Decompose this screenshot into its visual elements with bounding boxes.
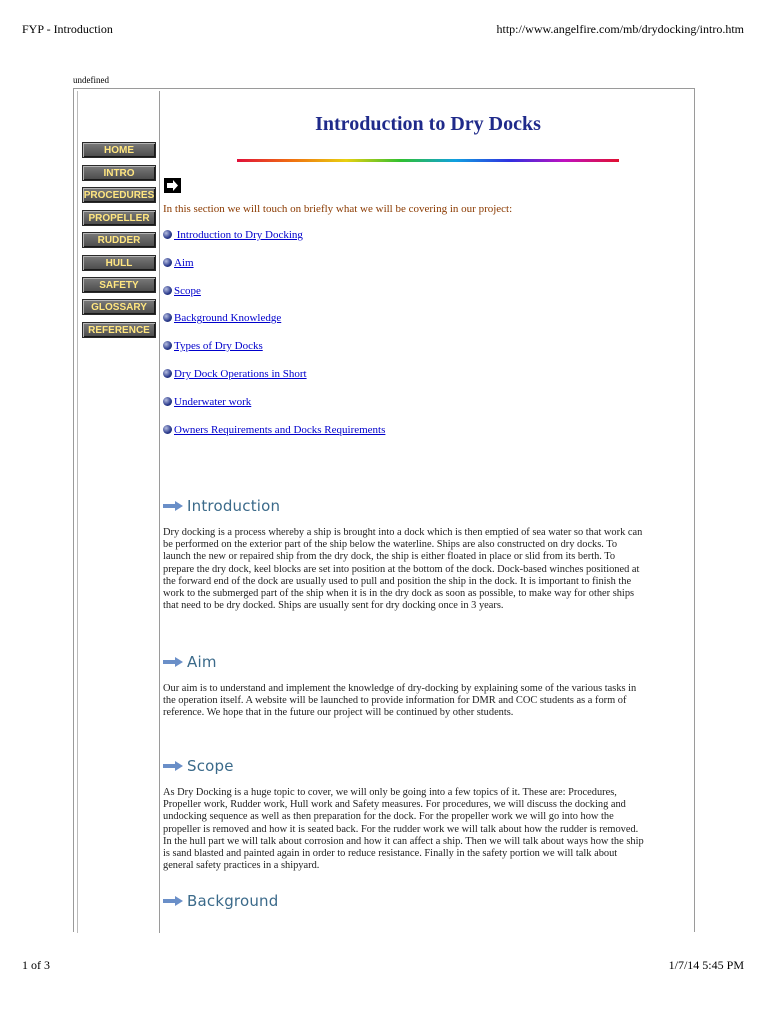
toc-item [163,424,385,436]
paragraph-line: the operation itself. A website will be launched to provide information for DMR and COC students as a form of [163,695,627,707]
paragraph-line: propeller is removed and how it is seated back. For the rudder work we will talk about how the rudder is removed. [163,823,639,835]
paragraph-aim [163,683,691,720]
arrow-right-icon [163,657,183,667]
bullet-icon [163,313,172,322]
paragraph-line: undocking sequence as well as then preparation for the dock. For the propeller work we will go into how the [163,811,614,823]
toc-link-aim[interactable]: Aim [174,257,194,269]
toc-item [163,368,307,380]
nav-button-intro[interactable]: INTRO [82,165,156,181]
undefined-label: undefined [73,75,109,85]
bullet-icon [163,341,172,350]
nav-button-home[interactable]: HOME [82,142,156,158]
bullet-icon [163,425,172,434]
intro-text: In this section we will touch on briefly what we will be covering in our project: [163,203,513,215]
section-heading-text: Aim [187,653,217,671]
toc-link-scope[interactable]: Scope [174,285,201,297]
bullet-icon [163,397,172,406]
paragraph-scope [163,787,691,872]
paragraph-line: work to the submerged part of the ship when it is in the dry dock as soon as possible, to make way for other ships [163,588,635,600]
section-heading-scope [163,757,234,775]
paragraph-introduction [163,527,691,612]
section-heading-aim [163,653,217,671]
paragraph-line: As Dry Docking is a huge topic to cover, we will only be going into a few topics of it. These are: Procedures, [163,787,617,798]
section-heading-background [163,892,279,910]
paragraph-line: reference. We hope that in the future our project will be continued by other students. [163,707,514,719]
print-footer-datetime: 1/7/14 5:45 PM [668,958,744,972]
arrow-right-icon [163,896,183,906]
nav-button-reference[interactable]: REFERENCE [82,322,156,338]
paragraph-line: general safety practices in a shipyard. [163,860,320,872]
paragraph-line: launch the new or repaired ship from the dry dock, the ship is either floated in place or slid from its berth. To [163,551,616,563]
arrow-right-icon [163,761,183,771]
bullet-icon [163,369,172,378]
nav-button-rudder[interactable]: RUDDER [82,232,156,248]
print-header-url: http://www.angelfire.com/mb/drydocking/intro.htm [496,22,744,36]
toc-item [163,285,201,297]
toc-link-introduction[interactable]: Introduction to Dry Docking [174,229,303,241]
toc-link-requirements[interactable]: Owners Requirements and Docks Requirements [174,424,386,436]
toc-item [163,229,303,241]
toc-item [163,257,194,269]
nav-sidebar [77,91,160,933]
toc-link-types[interactable]: Types of Dry Docks [174,340,263,352]
toc-item [163,396,251,408]
arrow-right-icon [164,178,181,193]
paragraph-line: In the hull part we will talk about corrosion and how it can affect a ship. Then we will talk about ways how the ship [163,835,644,847]
paragraph-line: Our aim is to understand and implement the knowledge of dry-docking by explaining some of the various tasks in [163,683,637,694]
bullet-icon [163,286,172,295]
nav-button-glossary[interactable]: GLOSSARY [82,299,156,315]
section-heading-introduction [163,497,280,515]
toc-link-underwater[interactable]: Underwater work [174,396,252,408]
section-heading-text: Introduction [187,497,281,515]
paragraph-line: that need to be dry docked. Ships are usually sent for dry docking once in 3 years. [163,600,504,612]
paragraph-line: be performed on the exterior part of the ship below the waterline. Ships are also constructed on dry docks. To [163,539,618,551]
section-heading-text: Background [187,892,279,910]
bullet-icon [163,258,172,267]
toc-link-operations[interactable]: Dry Dock Operations in Short [174,368,307,380]
nav-button-hull[interactable]: HULL [82,255,156,271]
paragraph-line: Propeller work, Rudder work, Hull work and Safety measures. For procedures, we will discuss the docking and [163,799,626,811]
arrow-right-icon [163,501,183,511]
page-title: Introduction to Dry Docks [315,113,541,135]
page-frame [73,88,695,932]
section-heading-text: Scope [187,757,234,775]
print-header-title: FYP - Introduction [22,22,113,36]
paragraph-line: the forward end of the dock are usually used to pull and position the ship in the dock. It is important to finish the [163,575,632,587]
toc-item [163,312,281,324]
bullet-icon [163,230,172,239]
toc-link-background[interactable]: Background Knowledge [174,312,282,324]
paragraph-line: is sand blasted and painted again in order to reduce resistance. Finally in the safety portion we will talk about [163,848,618,860]
rainbow-divider [237,159,619,162]
nav-button-propeller[interactable]: PROPELLER [82,210,156,226]
print-footer-page: 1 of 3 [22,958,50,972]
main-content [163,89,693,933]
nav-button-procedures[interactable]: PROCEDURES [82,187,156,203]
toc-item [163,340,263,352]
nav-button-safety[interactable]: SAFETY [82,277,156,293]
paragraph-line: Dry docking is a process whereby a ship is brought into a dock which is then emptied of sea water so that work can [163,527,643,538]
paragraph-line: prepare the dry dock, keel blocks are set into position at the bottom of the dock. Dock-based winches positioned at [163,563,640,575]
